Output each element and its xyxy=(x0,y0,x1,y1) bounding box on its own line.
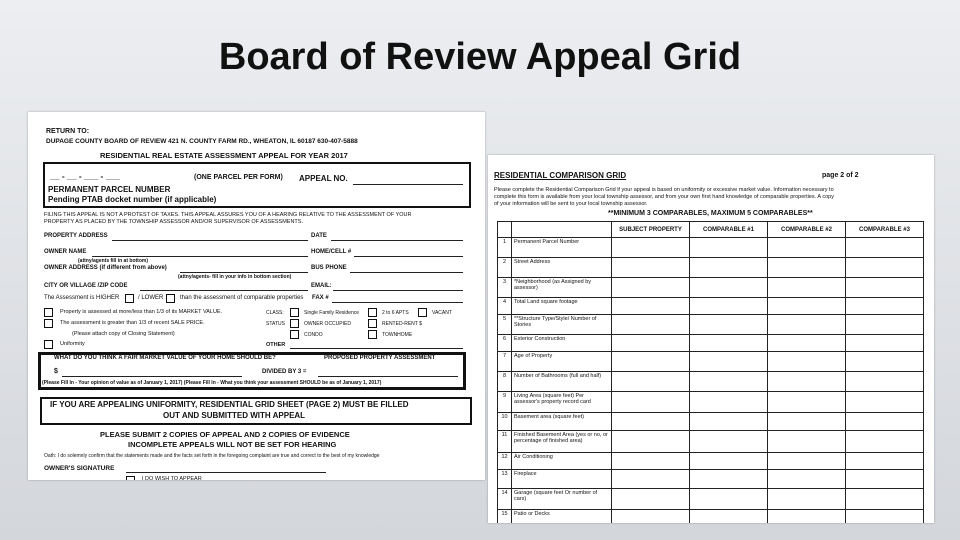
row-label: Street Address xyxy=(512,258,612,278)
grid-row xyxy=(498,238,924,258)
grid-row xyxy=(498,352,924,372)
rented-label: RENTED-RENT $ xyxy=(382,321,422,327)
row-number: 3 xyxy=(498,278,512,298)
home-cell-label: HOME/CELL # xyxy=(311,249,352,255)
cell-comparable-1[interactable] xyxy=(690,453,768,470)
townhome-checkbox[interactable] xyxy=(368,330,377,339)
cell-comparable-2[interactable] xyxy=(768,298,846,315)
fmv-value-field[interactable] xyxy=(62,376,242,377)
cell-comparable-2[interactable] xyxy=(768,431,846,453)
row-label: Air Conditioning xyxy=(512,453,612,470)
uniformity-label: Uniformity xyxy=(60,341,85,347)
header-comparable-2: COMPARABLE #2 xyxy=(768,222,846,238)
row-number: 13 xyxy=(498,470,512,489)
cell-comparable-2[interactable] xyxy=(768,392,846,413)
cell-comparable-3[interactable] xyxy=(846,352,924,372)
grid-row xyxy=(498,489,924,510)
cell-comparable-3[interactable] xyxy=(846,278,924,298)
cell-comparable-2[interactable] xyxy=(768,258,846,278)
cell-subject[interactable] xyxy=(612,372,690,392)
fmv-question: WHAT DO YOU THINK A FAIR MARKET VALUE OF YOUR HOME SHOULD BE? xyxy=(54,355,276,361)
row-label: Garage (square feet Or number of cars) xyxy=(512,489,612,510)
grid-row xyxy=(498,470,924,489)
oath-text: Oath: I do solemnly confirm that the statements made and the facts set forth in the foregoing complaint are true and correct to the best of my knowledge xyxy=(44,453,380,459)
owners-signature-label: OWNER'S SIGNATURE xyxy=(44,465,115,472)
bus-phone-label: BUS PHONE xyxy=(311,265,347,271)
email-label: EMAIL: xyxy=(311,283,332,289)
cell-subject[interactable] xyxy=(612,431,690,453)
header-comparable-1: COMPARABLE #1 xyxy=(690,222,768,238)
incomplete-note: INCOMPLETE APPEALS WILL NOT BE SET FOR HEARING xyxy=(128,440,337,449)
header-comparable-3: COMPARABLE #3 xyxy=(846,222,924,238)
row-label: Basement area (square feet) xyxy=(512,413,612,431)
cell-subject[interactable] xyxy=(612,278,690,298)
cell-subject[interactable] xyxy=(612,352,690,372)
proposed-assessment-field[interactable] xyxy=(318,376,458,377)
cell-comparable-3[interactable] xyxy=(846,489,924,510)
row-label: Exterior Construction xyxy=(512,335,612,352)
property-address-label: PROPERTY ADDRESS xyxy=(44,233,108,239)
header-subject: SUBJECT PROPERTY xyxy=(612,222,690,238)
row-number: 8 xyxy=(498,372,512,392)
grid-row xyxy=(498,392,924,413)
notice-line-2: PROPERTY AS PLACED BY THE TOWNSHIP ASSESSOR AND/OR SUPERVISOR OF ASSESSMENTS. xyxy=(44,219,303,225)
grid-row xyxy=(498,453,924,470)
cell-subject[interactable] xyxy=(612,238,690,258)
cell-comparable-3[interactable] xyxy=(846,431,924,453)
appear-checkbox[interactable] xyxy=(126,476,135,480)
comparison-grid-page-2 xyxy=(488,155,934,523)
owner-occupied-label: OWNER OCCUPIED xyxy=(304,321,351,327)
vacant-checkbox[interactable] xyxy=(418,308,427,317)
cell-comparable-3[interactable] xyxy=(846,392,924,413)
cell-comparable-1[interactable] xyxy=(690,431,768,453)
assessment-is-label: The Assessment is HIGHER xyxy=(44,295,120,301)
cell-subject[interactable] xyxy=(612,413,690,431)
header-blank xyxy=(512,222,612,238)
row-number: 4 xyxy=(498,298,512,315)
cell-subject[interactable] xyxy=(612,392,690,413)
status-label: STATUS xyxy=(266,321,285,327)
cell-comparable-1[interactable] xyxy=(690,392,768,413)
condo-checkbox[interactable] xyxy=(290,330,299,339)
grid-intro-3: of your information will be sent to your local township assessor. xyxy=(494,201,648,207)
grid-row xyxy=(498,298,924,315)
uniformity-warning-1: IF YOU ARE APPEALING UNIFORMITY, RESIDENTIAL GRID SHEET (PAGE 2) MUST BE FILLED xyxy=(50,400,409,409)
submit-copies-note: PLEASE SUBMIT 2 COPIES OF APPEAL AND 2 COPIES OF EVIDENCE xyxy=(100,430,350,439)
row-label: *Neighborhood (as Assigned by assessor) xyxy=(512,278,612,298)
grid-row xyxy=(498,258,924,278)
city-zip-field[interactable] xyxy=(140,290,308,291)
cell-comparable-1[interactable] xyxy=(690,470,768,489)
higher-checkbox[interactable] xyxy=(125,294,134,303)
cell-comparable-3[interactable] xyxy=(846,453,924,470)
row-label: Age of Property xyxy=(512,352,612,372)
dollar-sign: $ xyxy=(54,368,58,375)
sale-price-label: The assessment is greater than 1/3 of recent SALE PRICE. xyxy=(60,320,205,326)
closing-statement-note: (Please attach copy of Closing Statement) xyxy=(72,331,175,337)
attorney-section-note: (attny/agents- fill in your info in bottom section) xyxy=(178,274,292,280)
fax-field[interactable] xyxy=(332,302,463,303)
cell-subject[interactable] xyxy=(612,489,690,510)
cell-comparable-1[interactable] xyxy=(690,315,768,335)
date-label: DATE xyxy=(311,233,327,239)
owner-name-field[interactable] xyxy=(92,256,308,257)
cell-comparable-2[interactable] xyxy=(768,238,846,258)
cell-comparable-2[interactable] xyxy=(768,278,846,298)
row-number: 12 xyxy=(498,453,512,470)
owner-address-label: OWNER ADDRESS (if different from above) xyxy=(44,265,167,271)
property-address-field[interactable] xyxy=(112,240,308,241)
market-value-label: Property is assessed at more/less than 1/3 of its MARKET VALUE. xyxy=(60,309,223,315)
permanent-parcel-label: PERMANENT PARCEL NUMBER xyxy=(48,185,171,194)
row-number: 7 xyxy=(498,352,512,372)
cell-subject[interactable] xyxy=(612,510,690,524)
row-number: 14 xyxy=(498,489,512,510)
row-number: 11 xyxy=(498,431,512,453)
row-number: 9 xyxy=(498,392,512,413)
row-number: 1 xyxy=(498,238,512,258)
townhome-label: TOWNHOME xyxy=(382,332,413,338)
header-blank xyxy=(498,222,512,238)
cell-subject[interactable] xyxy=(612,335,690,352)
cell-comparable-3[interactable] xyxy=(846,298,924,315)
grid-row xyxy=(498,413,924,431)
row-number: 10 xyxy=(498,413,512,431)
bus-phone-field[interactable] xyxy=(350,272,463,273)
cell-comparable-1[interactable] xyxy=(690,413,768,431)
row-number: 5 xyxy=(498,315,512,335)
page-number: page 2 of 2 xyxy=(822,172,859,179)
grid-intro-1: Please complete the Residential Comparison Grid if your appeal is based on uniformity or excessive market value. Information necessary to xyxy=(494,187,834,193)
other-label: OTHER xyxy=(266,342,286,348)
row-label: Permanent Parcel Number xyxy=(512,238,612,258)
cell-subject[interactable] xyxy=(612,453,690,470)
cell-subject[interactable] xyxy=(612,470,690,489)
appear-label: I DO WISH TO APPEAR xyxy=(142,476,202,480)
attorney-fill-note: (attny/agents fill in at bottom) xyxy=(78,258,148,264)
lower-checkbox[interactable] xyxy=(166,294,175,303)
owner-address-field[interactable] xyxy=(180,272,308,273)
proposed-assessment-label: PROPOSED PROPERTY ASSESSMENT xyxy=(324,355,436,361)
cell-comparable-1[interactable] xyxy=(690,372,768,392)
home-cell-field[interactable] xyxy=(354,256,463,257)
grid-intro-2: complete this form is available from your local township assessor, and from your own first hand knowledge of comparable properties. A copy xyxy=(494,194,834,200)
single-family-label: Single Family Residence xyxy=(304,310,360,316)
vacant-label: VACANT xyxy=(432,310,452,316)
cell-subject[interactable] xyxy=(612,298,690,315)
grid-row xyxy=(498,278,924,298)
return-to: RETURN TO: xyxy=(46,128,90,135)
row-number: 15 xyxy=(498,510,512,524)
row-number: 2 xyxy=(498,258,512,278)
row-label: Total Land square footage xyxy=(512,298,612,315)
apts-checkbox[interactable] xyxy=(368,308,377,317)
grid-row xyxy=(498,335,924,352)
cell-subject[interactable] xyxy=(612,315,690,335)
class-label: CLASS: xyxy=(266,310,284,316)
cell-comparable-2[interactable] xyxy=(768,470,846,489)
cell-comparable-2[interactable] xyxy=(768,372,846,392)
market-value-checkbox[interactable] xyxy=(44,308,53,317)
row-label: Living Area (square feet) Per assessor's property record card xyxy=(512,392,612,413)
lower-label: / LOWER xyxy=(138,295,164,301)
cell-comparable-3[interactable] xyxy=(846,238,924,258)
divided-by-label: DIVIDED BY 3 = xyxy=(262,369,307,375)
comparison-grid xyxy=(497,221,924,523)
cell-comparable-3[interactable] xyxy=(846,372,924,392)
cell-comparable-3[interactable] xyxy=(846,413,924,431)
cell-comparable-1[interactable] xyxy=(690,238,768,258)
apts-label: 2 to 6 APTS xyxy=(382,310,409,316)
cell-comparable-2[interactable] xyxy=(768,510,846,524)
min-max-note: **MINIMUM 3 COMPARABLES, MAXIMUM 5 COMPARABLES** xyxy=(608,210,813,217)
cell-comparable-1[interactable] xyxy=(690,489,768,510)
rented-checkbox[interactable] xyxy=(368,319,377,328)
cell-comparable-1[interactable] xyxy=(690,278,768,298)
signature-field[interactable] xyxy=(126,472,326,473)
row-label: Finished Basement Area (yes or no, or percentage of finished area) xyxy=(512,431,612,453)
grid-row xyxy=(498,431,924,453)
cell-comparable-2[interactable] xyxy=(768,489,846,510)
cell-comparable-1[interactable] xyxy=(690,258,768,278)
date-field[interactable] xyxy=(331,240,463,241)
parcel-dashes: __ - __ - ___ - ___ xyxy=(50,171,120,181)
cell-comparable-1[interactable] xyxy=(690,298,768,315)
one-parcel-note: (ONE PARCEL PER FORM) xyxy=(194,174,283,181)
row-label: Number of Bathrooms (full and half) xyxy=(512,372,612,392)
cell-comparable-2[interactable] xyxy=(768,335,846,352)
slide-title: Board of Review Appeal Grid xyxy=(218,36,742,78)
grid-title: RESIDENTIAL COMPARISON GRID xyxy=(494,171,627,180)
cell-comparable-2[interactable] xyxy=(768,352,846,372)
row-number: 6 xyxy=(498,335,512,352)
row-label: Patio or Decks xyxy=(512,510,612,524)
board-address: DUPAGE COUNTY BOARD OF REVIEW 421 N. COUNTY FARM RD., WHEATON, IL 60187 630-407-5888 xyxy=(46,138,358,145)
other-field[interactable] xyxy=(290,348,463,349)
row-label: **Structure Type/Style/ Number of Stories xyxy=(512,315,612,335)
sale-price-checkbox[interactable] xyxy=(44,319,53,328)
appeal-form-page-1 xyxy=(28,112,485,480)
appeal-no-label: APPEAL NO. xyxy=(299,174,348,183)
grid-row xyxy=(498,315,924,335)
grid-row xyxy=(498,510,924,524)
fill-in-note: (Please Fill In - Your opinion of value as of January 1, 2017) (Please Fill In - What you think your assessment SHOULD be as of January 1, 2017) xyxy=(42,380,382,386)
cell-comparable-3[interactable] xyxy=(846,315,924,335)
row-label: Fireplace xyxy=(512,470,612,489)
cell-comparable-3[interactable] xyxy=(846,335,924,352)
single-family-checkbox[interactable] xyxy=(290,308,299,317)
cell-comparable-3[interactable] xyxy=(846,258,924,278)
appeal-no-field[interactable] xyxy=(353,184,463,185)
owner-occupied-checkbox[interactable] xyxy=(290,319,299,328)
cell-subject[interactable] xyxy=(612,258,690,278)
form-title: RESIDENTIAL REAL ESTATE ASSESSMENT APPEAL FOR YEAR 2017 xyxy=(100,151,348,160)
cell-comparable-2[interactable] xyxy=(768,315,846,335)
uniformity-warning-2: OUT AND SUBMITTED WITH APPEAL xyxy=(163,411,306,420)
owner-name-label: OWNER NAME xyxy=(44,249,87,255)
condo-label: CONDO xyxy=(304,332,323,338)
cell-comparable-3[interactable] xyxy=(846,510,924,524)
fax-label: FAX # xyxy=(312,295,329,301)
uniformity-checkbox[interactable] xyxy=(44,340,53,349)
city-zip-label: CITY OR VILLAGE /ZIP CODE xyxy=(44,283,128,289)
ptab-label: Pending PTAB docket number (if applicable) xyxy=(48,195,217,204)
than-comparable-label: than the assessment of comparable properties xyxy=(180,295,304,301)
cell-comparable-1[interactable] xyxy=(690,510,768,524)
cell-comparable-1[interactable] xyxy=(690,352,768,372)
cell-comparable-2[interactable] xyxy=(768,413,846,431)
notice-line-1: FILING THIS APPEAL IS NOT A PROTEST OF TAXES. THIS APPEAL ASSURES YOU OF A HEARING RELATIVE TO THE ASSESSMENT OF YOUR xyxy=(44,212,412,218)
grid-row xyxy=(498,372,924,392)
cell-comparable-2[interactable] xyxy=(768,453,846,470)
cell-comparable-1[interactable] xyxy=(690,335,768,352)
cell-comparable-3[interactable] xyxy=(846,470,924,489)
email-field[interactable] xyxy=(333,290,463,291)
